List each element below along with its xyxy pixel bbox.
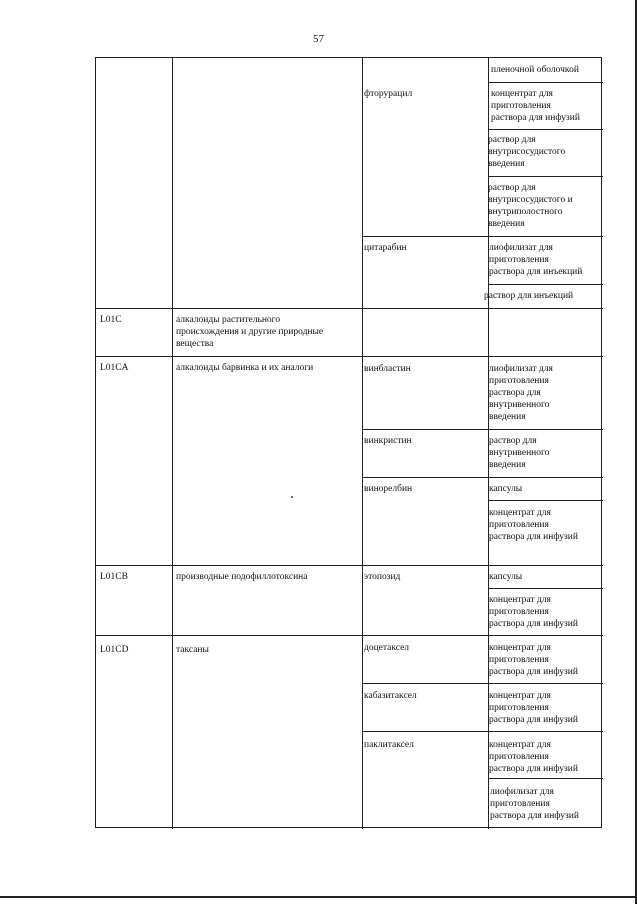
drug-table (95, 57, 602, 828)
page-number: 57 (313, 33, 324, 45)
dosage-form-cell: концентрат для приготовления раствора для инфузий (491, 89, 580, 123)
dosage-form-cell: лиофилизат для приготовления раствора для инфузий (490, 787, 579, 821)
drug-name-cell: этопозид (364, 572, 401, 582)
row-divider (488, 778, 603, 779)
drug-name-cell: доцетаксел (364, 643, 410, 653)
row-divider (362, 477, 603, 478)
atc-code-cell: L01CD (100, 645, 129, 655)
dosage-form-cell: капсулы (489, 572, 523, 582)
dosage-form-cell: раствор для инъекций (484, 291, 574, 301)
row-divider (488, 500, 603, 501)
group-divider (96, 635, 603, 636)
row-divider (362, 731, 603, 732)
group-divider (96, 565, 603, 566)
atc-code-cell: L01CB (100, 572, 128, 582)
dosage-form-cell: лиофилизат для приготовления раствора для инъекций (489, 243, 583, 277)
dosage-form-cell: концентрат для приготовления раствора для инфузий (489, 691, 578, 725)
dosage-form-cell: концентрат для приготовления раствора для инфузий (489, 643, 578, 677)
scan-edge-bottom (0, 896, 637, 898)
drug-name-cell: винорелбин (364, 484, 413, 494)
column-divider-group (362, 58, 363, 829)
atc-code-cell: L01CA (100, 363, 129, 373)
group-divider (96, 356, 603, 357)
dosage-form-cell: раствор для внутрисосудистого и внутриполостного введения (488, 183, 573, 229)
row-divider (488, 82, 603, 83)
column-divider-code (172, 58, 173, 829)
row-divider (362, 429, 603, 430)
dosage-form-cell: лиофилизат для приготовления раствора для внутривенного введения (489, 364, 553, 422)
drug-name-cell: кабазитаксел (364, 691, 417, 701)
dosage-form-cell: пленочной оболочкой (491, 65, 579, 75)
group-name-cell: алкалоиды растительного происхождения и другие природные вещества (176, 315, 324, 349)
group-name-cell: таксаны (176, 645, 209, 655)
drug-name-cell: фторурацил (364, 89, 413, 99)
drug-name-cell: винбластин (364, 364, 411, 374)
row-divider (488, 129, 603, 130)
row-divider (488, 588, 603, 589)
atc-code-cell: L01C (100, 315, 122, 325)
dosage-form-cell: концентрат для приготовления раствора для инфузий (489, 595, 578, 629)
group-divider (96, 308, 603, 309)
dosage-form-cell: раствор для внутривенного введения (489, 436, 550, 470)
drug-name-cell: паклитаксел (364, 740, 414, 750)
row-divider (362, 683, 603, 684)
dosage-form-cell: капсулы (489, 484, 523, 494)
dosage-form-cell: раствор для внутрисосудистого введения (488, 135, 566, 169)
row-divider (362, 236, 603, 237)
dosage-form-cell: концентрат для приготовления раствора для инфузий (489, 740, 578, 774)
row-divider (488, 284, 603, 285)
group-name-cell: производные подофиллотоксина (176, 572, 308, 582)
dosage-form-cell: концентрат для приготовления раствора для инфузий (489, 508, 578, 542)
drug-name-cell: цитарабин (364, 243, 407, 253)
row-divider (488, 176, 603, 177)
group-name-cell: алкалоиды барвинка и их аналоги (176, 363, 314, 373)
drug-name-cell: винкристин (364, 436, 412, 446)
